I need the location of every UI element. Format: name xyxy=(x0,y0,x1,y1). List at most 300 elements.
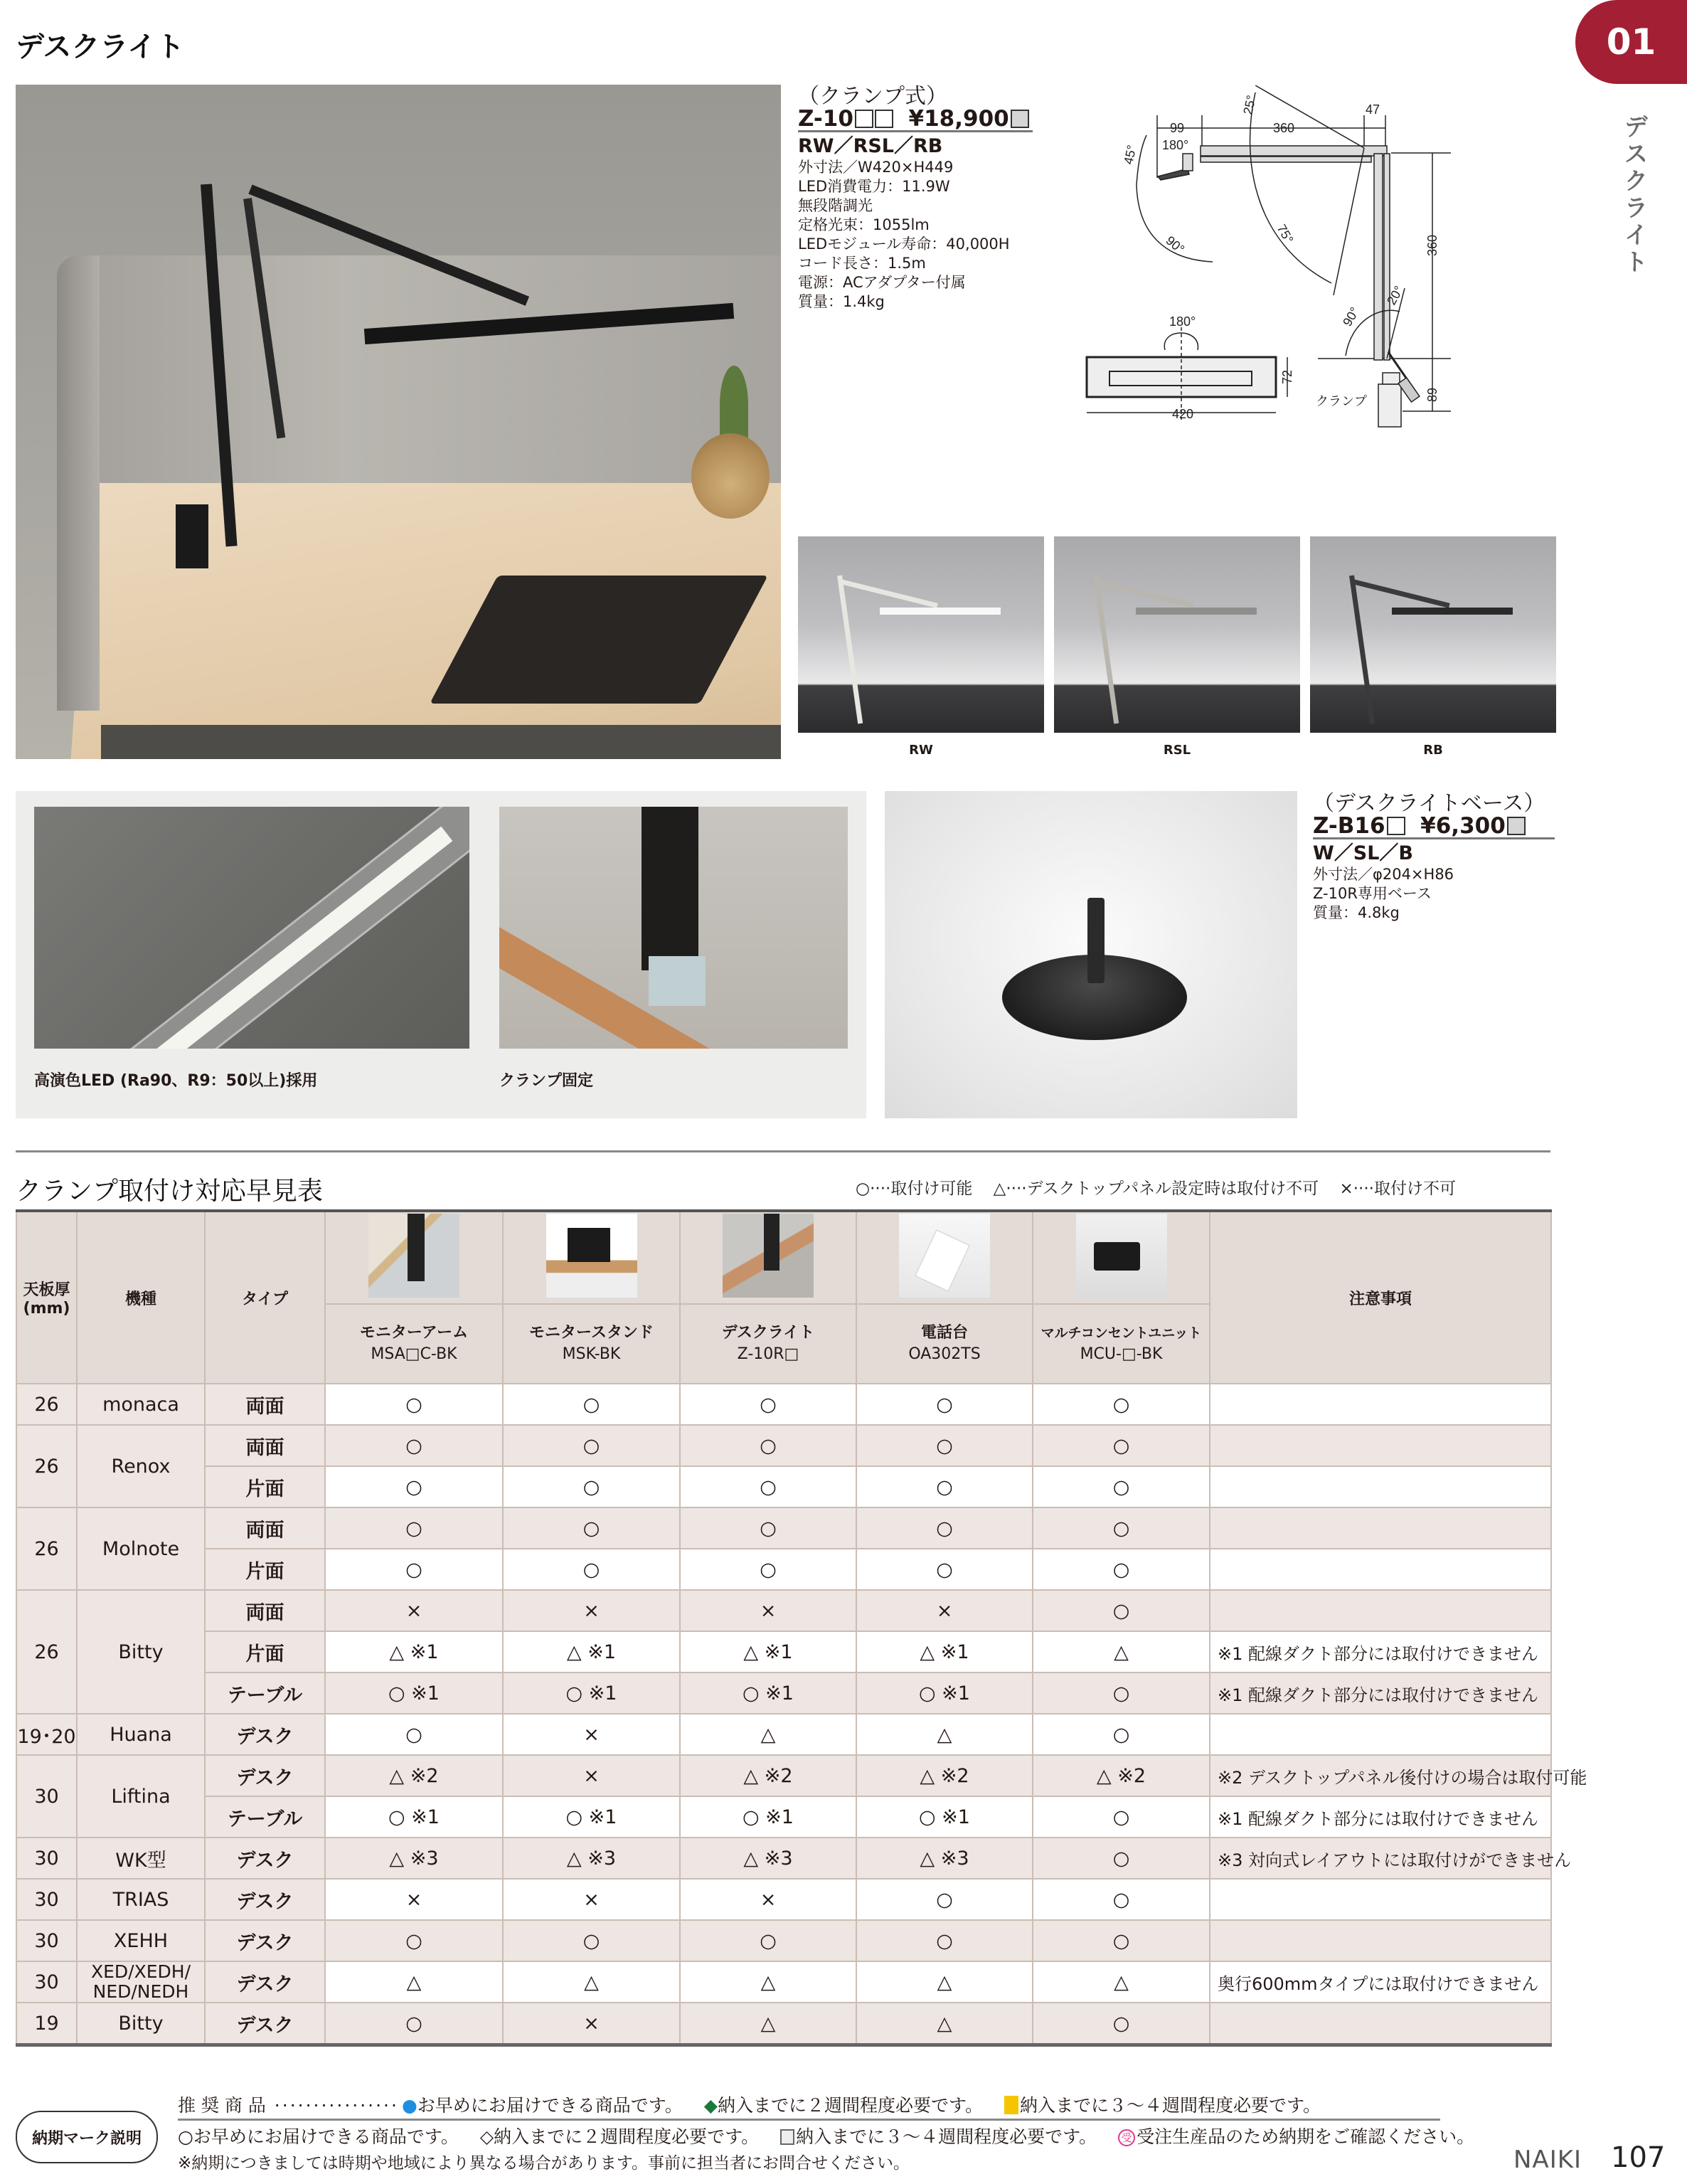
cell-model: Molnote xyxy=(77,1507,205,1590)
table-row xyxy=(16,1384,1551,1425)
dim-99: 99 xyxy=(1170,121,1185,135)
product-code: OA302TS xyxy=(908,1345,981,1363)
lamp-specs xyxy=(798,158,1033,312)
cell-type: 両面 xyxy=(205,1384,325,1425)
header-image-multi-outlet xyxy=(1033,1211,1210,1304)
table-row xyxy=(16,1631,1551,1673)
variant-label-rw: RW xyxy=(909,743,933,758)
recommended-leader: ················ xyxy=(274,2095,399,2116)
header-notes: 注意事項 xyxy=(1210,1211,1551,1384)
cell-type: 片面 xyxy=(205,1466,325,1507)
cell-compatibility: ○ xyxy=(325,1466,503,1507)
head-joint xyxy=(1183,154,1193,171)
cell-compatibility: ○ ※1 xyxy=(856,1796,1033,1838)
cell-note: ※2 デスクトップパネル後付けの場合は取付可能 xyxy=(1210,1755,1551,1796)
cell-type: 片面 xyxy=(205,1631,325,1673)
phone-stand-thumbnail xyxy=(899,1214,990,1298)
cell-model: Liftina xyxy=(77,1755,205,1838)
cell-type: テーブル xyxy=(205,1673,325,1714)
delivery-mark-box xyxy=(1011,110,1029,128)
chapter-side-label: デスクライト xyxy=(1619,114,1648,276)
spec-line: 外寸法／φ204×H86 xyxy=(1313,866,1454,883)
cell-compatibility: ○ xyxy=(680,1507,856,1549)
dim-47: 47 xyxy=(1366,102,1380,117)
base-model: Z-B16 xyxy=(1313,813,1385,839)
color-code-box xyxy=(875,110,893,128)
cell-type: 両面 xyxy=(205,1425,325,1466)
cell-type: デスク xyxy=(205,1755,325,1796)
lamp-type-label: （クランプ式） xyxy=(798,84,947,109)
dim-72: 72 xyxy=(1280,369,1294,384)
cell-model: WK型 xyxy=(77,1838,205,1879)
cell-compatibility: △ ※1 xyxy=(856,1631,1033,1673)
cell-compatibility: ○ ※1 xyxy=(503,1796,680,1838)
spec-line: LEDモジュール寿命：40,000H xyxy=(798,235,1010,253)
made-to-order-icon: 受 xyxy=(1118,2129,1135,2146)
table-title: クランプ取付け対応早見表 xyxy=(16,1177,324,1206)
lamp-spec-block xyxy=(798,84,1033,312)
delivery-text: お早めにお届けできる商品です。 xyxy=(193,2126,459,2147)
cell-compatibility: △ xyxy=(856,2003,1033,2045)
variant-arm xyxy=(1096,579,1194,608)
variant-photo-rw xyxy=(798,536,1044,733)
cell-compatibility: ○ xyxy=(325,1384,503,1425)
legend-circle: ○····取付け可能 xyxy=(856,1180,973,1198)
cell-compatibility: ○ xyxy=(680,1384,856,1425)
variant-head xyxy=(880,608,1001,615)
cell-compatibility: △ xyxy=(503,1961,680,2003)
led-strip-graphic xyxy=(83,827,452,1049)
dimension-diagram xyxy=(1081,85,1550,434)
product-name: モニターアーム xyxy=(359,1324,469,1342)
chapter-number: 01 xyxy=(1606,21,1656,63)
header-thickness-line2: (mm) xyxy=(23,1300,70,1318)
arm-lower xyxy=(1374,154,1383,360)
angle-75: 75° xyxy=(1274,222,1297,246)
variant-arm xyxy=(1349,576,1375,724)
clamp-closeup-photo xyxy=(499,807,848,1049)
base-photo xyxy=(885,791,1297,1118)
cell-compatibility: ○ xyxy=(1033,1920,1210,1961)
cell-compatibility: ○ xyxy=(325,1507,503,1549)
clamp-graphic xyxy=(642,807,698,970)
cell-note xyxy=(1210,1590,1551,1631)
multi-outlet-thumbnail xyxy=(1076,1214,1167,1298)
cell-compatibility: × xyxy=(503,1879,680,1920)
cell-compatibility: ○ xyxy=(1033,1838,1210,1879)
clamp-label: クランプ xyxy=(1316,394,1367,408)
cell-compatibility: ○ xyxy=(856,1466,1033,1507)
cell-compatibility: ○ xyxy=(1033,1796,1210,1838)
header-product-0 xyxy=(325,1304,503,1384)
led-bar-graphic xyxy=(37,807,469,1049)
cell-note xyxy=(1210,1714,1551,1755)
monitor-arm-thumbnail xyxy=(368,1214,459,1298)
color-variants xyxy=(798,536,1556,758)
base-type-label: （デスクライトベース） xyxy=(1313,791,1545,816)
cell-thickness: 30 xyxy=(16,1755,77,1838)
cell-model: Bitty xyxy=(77,2003,205,2045)
cell-compatibility: △ ※2 xyxy=(1033,1755,1210,1796)
cell-type: テーブル xyxy=(205,1796,325,1838)
cell-thickness: 26 xyxy=(16,1425,77,1507)
lamp-model: Z-10 xyxy=(798,106,853,132)
cell-compatibility: △ ※3 xyxy=(680,1838,856,1879)
section-divider xyxy=(16,1150,1550,1152)
clamp-neck xyxy=(1383,373,1400,384)
footer-recommended-row xyxy=(178,2092,1440,2121)
cell-compatibility: ○ xyxy=(503,1920,680,1961)
variant-photo-rb xyxy=(1310,536,1556,733)
legend-triangle: △····デスクトップパネル設定時は取付け不可 xyxy=(993,1180,1319,1198)
cell-compatibility: ○ xyxy=(1033,1879,1210,1920)
cell-compatibility: ○ xyxy=(1033,2003,1210,2045)
delivery-text: お早めにお届けできる商品です。 xyxy=(417,2095,683,2116)
base-spec-block xyxy=(1313,791,1555,923)
cell-thickness: 30 xyxy=(16,1961,77,2003)
angle-90-base: 90° xyxy=(1340,304,1363,329)
cell-compatibility: ○ xyxy=(1033,1425,1210,1466)
variant-arm xyxy=(1093,576,1119,724)
cell-compatibility: △ ※3 xyxy=(856,1838,1033,1879)
header-type: タイプ xyxy=(205,1211,325,1384)
cell-thickness: 19 xyxy=(16,2003,77,2045)
cell-type: デスク xyxy=(205,1714,325,1755)
cell-compatibility: ○ xyxy=(325,2003,503,2045)
base-model-price xyxy=(1313,813,1555,839)
dim-420: 420 xyxy=(1172,407,1194,421)
angle-180-head: 180° xyxy=(1162,138,1189,152)
spec-line: 定格光束：1055lm xyxy=(798,216,930,233)
variant-head xyxy=(1136,608,1257,615)
arc-45 xyxy=(1137,135,1146,185)
angle-45: 45° xyxy=(1121,144,1139,166)
cell-compatibility: △ ※3 xyxy=(325,1838,503,1879)
header-product-4 xyxy=(1033,1304,1210,1384)
cell-compatibility: △ ※2 xyxy=(856,1755,1033,1796)
cell-thickness: 30 xyxy=(16,1838,77,1879)
angle-25: 25° xyxy=(1240,94,1259,116)
cell-compatibility: △ xyxy=(680,2003,856,2045)
cell-note xyxy=(1210,1384,1551,1425)
plant-graphic xyxy=(720,366,748,444)
cell-compatibility: ○ xyxy=(503,1549,680,1590)
arm-lower-link xyxy=(1384,154,1390,360)
product-name: モニタースタンド xyxy=(529,1324,654,1342)
led-closeup-photo xyxy=(34,807,469,1049)
features-panel xyxy=(16,791,866,1118)
cell-type: 両面 xyxy=(205,1590,325,1631)
cell-type: デスク xyxy=(205,1838,325,1879)
cell-note xyxy=(1210,1879,1551,1920)
table-row xyxy=(16,1920,1551,1961)
table-row xyxy=(16,1549,1551,1590)
recommended-label: 推 奨 商 品 xyxy=(178,2095,266,2116)
base-specs xyxy=(1313,865,1555,923)
cell-thickness: 26 xyxy=(16,1590,77,1714)
color-code-box xyxy=(1387,817,1405,835)
lamp-price: ¥18,900 xyxy=(908,106,1009,132)
table-row xyxy=(16,1879,1551,1920)
cell-compatibility: △ xyxy=(856,1961,1033,2003)
cell-compatibility: ○ xyxy=(503,1384,680,1425)
clamp-body xyxy=(1378,384,1401,427)
cell-compatibility: ○ xyxy=(856,1507,1033,1549)
spec-line: 質量：1.4kg xyxy=(798,293,885,310)
base-colors: W／SL／B xyxy=(1313,842,1414,864)
cell-compatibility: ○ xyxy=(856,1425,1033,1466)
desk-light-thumbnail xyxy=(723,1214,814,1298)
page-number: 107 xyxy=(1611,2141,1666,2174)
cell-type: デスク xyxy=(205,1920,325,1961)
cell-model: XEHH xyxy=(77,1920,205,1961)
cell-compatibility: ○ ※1 xyxy=(325,1673,503,1714)
cell-note: ※1 配線ダクト部分には取付けできません xyxy=(1210,1631,1551,1673)
cell-type: デスク xyxy=(205,1961,325,2003)
variant-photo-rsl xyxy=(1054,536,1300,733)
cell-note xyxy=(1210,1466,1551,1507)
cell-compatibility: × xyxy=(503,1590,680,1631)
base-price: ¥6,300 xyxy=(1420,813,1506,839)
cell-compatibility: ○ ※1 xyxy=(325,1796,503,1838)
cell-note xyxy=(1210,1425,1551,1466)
lamp-model-price xyxy=(798,106,1033,132)
cell-compatibility: △ xyxy=(1033,1631,1210,1673)
cell-compatibility: × xyxy=(503,1714,680,1755)
header-image-monitor-arm xyxy=(325,1211,503,1304)
header-image-desk-light xyxy=(680,1211,856,1304)
led-strip xyxy=(1109,371,1252,386)
monitor-stand-thumbnail xyxy=(546,1214,637,1298)
yellow-square-icon xyxy=(1004,2096,1018,2114)
table-row xyxy=(16,1755,1551,1796)
angle-ref-line xyxy=(1334,148,1364,295)
cell-compatibility: ○ xyxy=(325,1714,503,1755)
cell-type: デスク xyxy=(205,1879,325,1920)
cell-compatibility: ○ xyxy=(503,1507,680,1549)
delivery-text: 納入までに２週間程度必要です。 xyxy=(494,2126,760,2147)
cell-type: 両面 xyxy=(205,1507,325,1549)
delivery-text: 納入までに３～４週間程度必要です。 xyxy=(1020,2095,1321,2116)
variant-arm xyxy=(840,579,938,608)
cell-compatibility: ○ xyxy=(325,1425,503,1466)
spec-line: 外寸法／W420×H449 xyxy=(798,159,954,176)
cell-thickness: 26 xyxy=(16,1384,77,1425)
cell-thickness: 30 xyxy=(16,1879,77,1920)
delivery-mark-box xyxy=(1507,817,1526,835)
cell-compatibility: ○ xyxy=(856,1879,1033,1920)
cell-compatibility: △ xyxy=(325,1961,503,2003)
cell-note xyxy=(1210,2003,1551,2045)
panel-edge-graphic xyxy=(57,255,100,711)
cell-compatibility: ○ ※1 xyxy=(856,1673,1033,1714)
cell-compatibility: ○ xyxy=(325,1549,503,1590)
cell-compatibility: △ ※3 xyxy=(503,1838,680,1879)
cell-model: XED/XEDH/ NED/NEDH xyxy=(77,1961,205,2003)
cell-compatibility: ○ xyxy=(503,1425,680,1466)
header-thickness-line1: 天板厚 xyxy=(23,1281,70,1299)
table-legend xyxy=(856,1175,1456,1199)
cell-model: Huana xyxy=(77,1714,205,1755)
arm-upper xyxy=(1201,146,1387,156)
product-name: デスクライト xyxy=(721,1324,815,1342)
spec-line: LED消費電力：11.9W xyxy=(798,178,950,195)
lamp-colors: RW／RSL／RB xyxy=(798,135,943,157)
feature-caption-led: 高演色LED (Ra90、R9：50以上)採用 xyxy=(34,1072,318,1090)
variant-label-rb: RB xyxy=(1423,743,1443,758)
dim-360-vertical: 360 xyxy=(1425,234,1439,256)
cell-compatibility: ○ xyxy=(1033,1714,1210,1755)
cell-note: ※3 対向式レイアウトには取付けができません xyxy=(1210,1838,1551,1879)
delivery-mark-badge: 納期マーク説明 xyxy=(16,2111,158,2163)
cell-compatibility: △ xyxy=(1033,1961,1210,2003)
cell-compatibility: △ ※2 xyxy=(325,1755,503,1796)
cell-note xyxy=(1210,1549,1551,1590)
spec-line: 電源：ACアダプター付属 xyxy=(798,274,966,291)
cell-compatibility: ○ xyxy=(1033,1590,1210,1631)
cell-note: ※1 配線ダクト部分には取付けできません xyxy=(1210,1796,1551,1838)
header-model: 機種 xyxy=(77,1211,205,1384)
delivery-text: 納入までに３～４週間程度必要です。 xyxy=(796,2126,1097,2147)
legend-cross: ×····取付け不可 xyxy=(1339,1180,1456,1198)
cell-type: 片面 xyxy=(205,1549,325,1590)
table-row xyxy=(16,1466,1551,1507)
product-code: MSA□C-BK xyxy=(371,1345,457,1363)
cell-compatibility: ○ ※1 xyxy=(680,1673,856,1714)
cell-compatibility: ○ ※1 xyxy=(503,1673,680,1714)
cell-compatibility: ○ xyxy=(503,1466,680,1507)
variant-head xyxy=(1392,608,1513,615)
cell-model: TRIAS xyxy=(77,1879,205,1920)
square-outline-icon xyxy=(780,2129,794,2145)
arm-link xyxy=(1201,157,1371,162)
angle-ref-line xyxy=(1255,85,1364,148)
cell-compatibility: ○ xyxy=(856,1549,1033,1590)
cell-compatibility: ○ xyxy=(856,1384,1033,1425)
clamp-compatibility-table xyxy=(16,1209,1587,2047)
product-code: MCU-□-BK xyxy=(1080,1345,1163,1363)
cell-note: 奥行600mmタイプには取付けできません xyxy=(1210,1961,1551,2003)
cell-compatibility: △ ※1 xyxy=(503,1631,680,1673)
desk-front-graphic xyxy=(101,725,781,759)
cell-compatibility: △ xyxy=(680,1714,856,1755)
cell-compatibility: ○ xyxy=(1033,1673,1210,1714)
angle-90-head: 90° xyxy=(1163,233,1188,257)
variant-arm xyxy=(1352,579,1450,608)
cell-thickness: 26 xyxy=(16,1507,77,1590)
angle-180-front: 180° xyxy=(1169,314,1196,329)
table-row xyxy=(16,1714,1551,1755)
product-name: マルチコンセントユニット xyxy=(1041,1325,1202,1341)
spec-line: 質量：4.8kg xyxy=(1313,904,1400,921)
cell-compatibility: ○ xyxy=(856,1920,1033,1961)
product-code: Z-10R□ xyxy=(737,1345,799,1363)
brand-name: NAIKI xyxy=(1513,2146,1582,2174)
header-thickness xyxy=(16,1211,77,1384)
spec-line: Z-10R専用ベース xyxy=(1313,885,1432,902)
dim-360-horizontal: 360 xyxy=(1273,121,1295,135)
cell-compatibility: × xyxy=(325,1590,503,1631)
base-post-graphic xyxy=(1087,898,1105,983)
blue-dot-icon: ● xyxy=(401,2095,417,2116)
spec-line: 無段階調光 xyxy=(798,197,873,214)
header-product-1 xyxy=(503,1304,680,1384)
cell-compatibility: △ ※1 xyxy=(325,1631,503,1673)
cell-compatibility: ○ xyxy=(680,1549,856,1590)
cell-model: monaca xyxy=(77,1384,205,1425)
header-image-monitor-stand xyxy=(503,1211,680,1304)
variant-arm xyxy=(837,576,863,724)
cell-note: ※1 配線ダクト部分には取付けできません xyxy=(1210,1673,1551,1714)
feature-caption-clamp: クランプ固定 xyxy=(499,1072,594,1090)
angle-20: 20° xyxy=(1384,283,1407,307)
cell-model: Bitty xyxy=(77,1590,205,1714)
page-title: デスクライト xyxy=(16,31,185,63)
table-row xyxy=(16,1961,1551,2003)
cell-compatibility: ○ xyxy=(1033,1507,1210,1549)
footer-standard-row xyxy=(178,2123,1474,2148)
cell-compatibility: × xyxy=(503,1755,680,1796)
cell-compatibility: × xyxy=(503,2003,680,2045)
cell-compatibility: × xyxy=(856,1590,1033,1631)
cell-compatibility: ○ xyxy=(680,1466,856,1507)
cell-compatibility: △ ※1 xyxy=(680,1631,856,1673)
table-row xyxy=(16,1590,1551,1631)
cell-model: Renox xyxy=(77,1425,205,1507)
header-product-2 xyxy=(680,1304,856,1384)
cell-thickness: 19･20 xyxy=(16,1714,77,1755)
table-row xyxy=(16,1838,1551,1879)
header-product-3 xyxy=(856,1304,1033,1384)
product-code: MSK-BK xyxy=(562,1345,621,1363)
cell-compatibility: ○ xyxy=(680,1425,856,1466)
cell-thickness: 30 xyxy=(16,1920,77,1961)
cell-type: デスク xyxy=(205,2003,325,2045)
circle-outline-icon: ○ xyxy=(178,2126,193,2147)
cell-compatibility: ○ xyxy=(1033,1384,1210,1425)
footer-note: ※納期につきましては時期や地域により異なる場合があります。事前に担当者にお問合せください。 xyxy=(178,2154,910,2173)
cell-note xyxy=(1210,1920,1551,1961)
lamp-clamp-graphic xyxy=(176,504,208,568)
plant-pot-graphic xyxy=(691,433,770,519)
chapter-tab[interactable] xyxy=(1575,0,1687,84)
cell-compatibility: ○ ※1 xyxy=(680,1796,856,1838)
table-row xyxy=(16,2003,1551,2045)
cell-compatibility: △ xyxy=(680,1961,856,2003)
green-diamond-icon: ◆ xyxy=(703,2095,718,2116)
cell-compatibility: × xyxy=(325,1879,503,1920)
spec-line: コード長さ：1.5m xyxy=(798,255,926,272)
product-name: 電話台 xyxy=(920,1324,968,1342)
table-row xyxy=(16,1673,1551,1714)
cell-compatibility: × xyxy=(680,1590,856,1631)
clamp-pad-graphic xyxy=(649,956,706,1006)
main-product-photo xyxy=(16,85,781,759)
table-row xyxy=(16,1796,1551,1838)
color-code-box xyxy=(855,110,873,128)
cell-compatibility: × xyxy=(680,1879,856,1920)
variant-label-rsl: RSL xyxy=(1163,743,1191,758)
table-row xyxy=(16,1425,1551,1466)
cell-compatibility: ○ xyxy=(325,1920,503,1961)
diamond-outline-icon: ◇ xyxy=(479,2126,494,2147)
delivery-text: 受注生産品のため納期をご確認ください。 xyxy=(1137,2126,1475,2147)
cell-compatibility: ○ xyxy=(1033,1466,1210,1507)
table-row xyxy=(16,1507,1551,1549)
cell-compatibility: △ ※2 xyxy=(680,1755,856,1796)
dim-89: 89 xyxy=(1425,387,1439,402)
delivery-text: 納入までに２週間程度必要です。 xyxy=(718,2095,984,2116)
